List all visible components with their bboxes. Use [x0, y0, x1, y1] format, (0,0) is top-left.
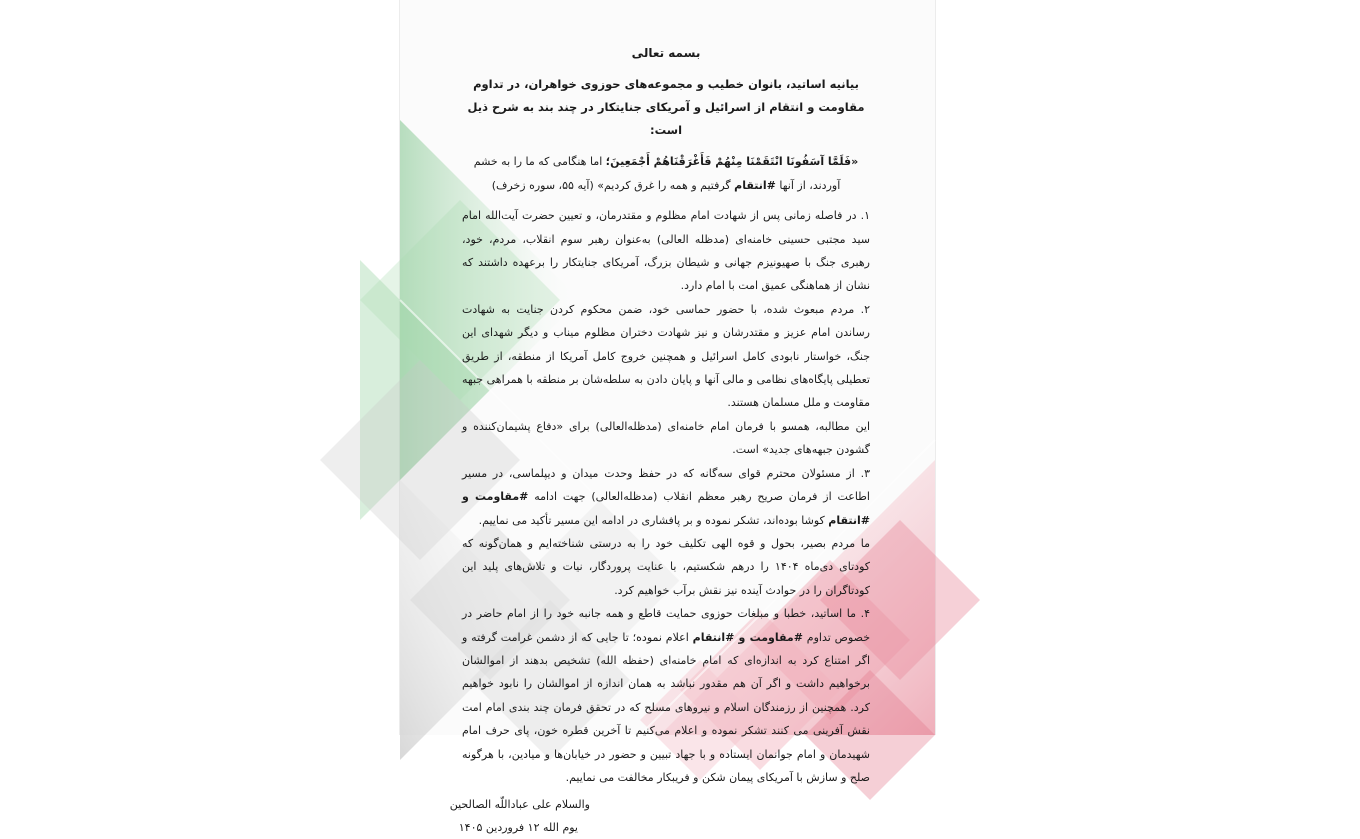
- hashtag[interactable]: #مقاومت: [475, 490, 529, 504]
- hashtag[interactable]: #مقاومت: [749, 630, 803, 644]
- title-line: بیانیه اساتید، بانوان خطیب و مجموعه‌های حوزوی خواهران، در تداوم: [473, 77, 859, 92]
- hashtag[interactable]: #انتقام: [692, 630, 735, 644]
- closing-date: یوم الله ۱۲ فروردین ۱۴۰۵: [458, 821, 578, 835]
- paragraph-3: [462, 462, 870, 532]
- verse-translation: اما هنگامی که ما را به خشم آوردند، از آنها: [473, 155, 841, 192]
- hashtag[interactable]: #انتقام: [734, 178, 776, 192]
- document-page: [399, 0, 936, 835]
- paragraph-3-continued: ما مردم بصیر، بحول و قوه الهی تکلیف خود را به درستی شناخته‌ایم و همان‌گونه که کودتای دی‌ماه ۱۴۰۴ را درهم شکستیم، با عنایت پروردگار، نیات و تلاش‌های پلید این کودتاگران را در حوادث آینده نیز نقش برآب خواهیم کرد.: [462, 536, 870, 597]
- statement-title: [462, 73, 870, 142]
- paragraph-text: اعلام نموده؛ تا جایی که از دشمن غرامت گرفته و اگر امتناع کرد به اندازه‌ای که امام خامنه‌ای (حفظه الله) تشخیص بدهند از اموالشان برخواهیم داشت و اگر آن هم مقدور نباشد به همان اندازه از اموالشان را نابود خواهیم کرد. همچنین از رزمندگان اسلام و نیروهای مسلح که در تحقق فرمان چند بندی امام امت نقش آفرینی می کنند تشکر نموده و اعلام می‌کنیم تا آخرین قطره خون، پای حرف امام شهیدمان و امام جوانمان ایستاده و با جهاد تبیین و حضور در خیابان‌ها و میادین، با هرگونه صلح و سازش با آمریکای پیمان شکن و فریبکار مخالفت می نماییم.: [462, 630, 870, 784]
- verse-translation: گرفتیم و همه را غرق کردیم» (آیه ۵۵، سوره زخرف): [491, 178, 735, 192]
- paragraph-1: ۱. در فاصله زمانی پس از شهادت امام مظلوم و مقتدرمان، و تعیین حضرت آیت‌الله امام سید مجتبی حسینی خامنه‌ای (مدظله العالی) به‌عنوان رهبر سوم انقلاب، مردم، خود، رهبری جنگ با صهیونیزم جهانی و شیطان بزرگ، آمریکای جنایتکار را برعهده داشتند که نشان از هماهنگی عمیق امت با امام دارد.: [462, 209, 870, 293]
- closing-greeting: والسلام علی عباداللّه الصالحین: [449, 798, 590, 812]
- hashtag-joiner: و: [734, 630, 750, 644]
- statement-content: [449, 42, 871, 839]
- quran-verse: [462, 150, 870, 197]
- paragraph-text: کوشا بوده‌اند، تشکر نموده و بر پافشاری در ادامه این مسیر تأکید می نماییم.: [478, 513, 829, 527]
- closing-block: [440, 793, 590, 839]
- paragraph-text: ۳. از مسئولان محترم قوای سه‌گانه که در حفظ وحدت میدان و دیپلماسی، در مسیر اطاعت از فرمان صریح رهبر معظم انقلاب (مدظله‌العالی) جهت ادامه: [462, 466, 870, 504]
- hashtag-joiner: و: [462, 490, 475, 504]
- paragraph-2: ۲. مردم مبعوث شده، با حضور حماسی خود، ضمن محکوم کردن جنایت به شهادت رساندن امام عزیز و مقتدرشان و نیز شهادت دختران مظلوم میناب و دیگر شهدای این جنگ، خواستار نابودی کامل اسرائیل و همچنین خروج کامل آمریکا از منطقه، از طریق تعطیلی پایگاه‌های نظامی و مالی آنها و پایان دادن به سلطه‌شان بر منطقه با همراهی جبهه مقاومت و ملل مسلمان هستند.: [462, 302, 870, 410]
- document-heading: بسمه تعالی: [631, 46, 701, 60]
- hashtag[interactable]: #انتقام: [828, 513, 870, 527]
- title-line: مقاومت و انتقام از اسرائیل و آمریکای جنایتکار در چند بند به شرح ذیل است:: [467, 100, 865, 138]
- paragraph-text: ۴. ما اساتید، خطبا و مبلغات حوزوی حمایت قاطع و همه جانبه خود را از امام حاضر در خصوص تداوم: [462, 607, 871, 644]
- verse-arabic: «فَلَمَّا آسَفُونَا انْتَقَمْنَا مِنْهُمْ فَأَغْرَقْنَاهُمْ أَجْمَعِينَ؛: [605, 155, 859, 169]
- paragraph-2-continued: این مطالبه، همسو با فرمان امام خامنه‌ای (مدظله‌العالی) برای «دفاع پشیمان‌کننده و گشودن جبهه‌های جدید» است.: [462, 419, 870, 457]
- paragraph-4: [462, 602, 870, 789]
